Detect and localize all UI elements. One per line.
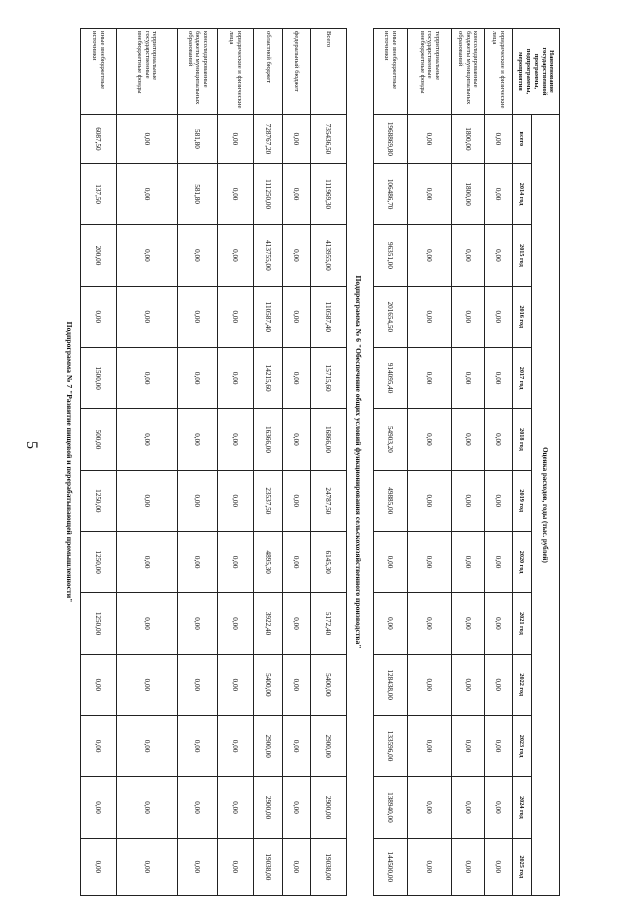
value-cell: 0,00 [374, 593, 408, 654]
value-cell: 0,00 [218, 163, 254, 224]
value-cell: 2900,00 [254, 777, 283, 838]
value-cell: 0,00 [218, 716, 254, 777]
header-year: 2014 год [513, 163, 532, 224]
value-cell: 0,00 [485, 286, 513, 347]
value-cell: 0,00 [408, 838, 452, 895]
subprogram-7-caption: Подпрограмма № 7 "Развитие пищевой и перерабатывающей промышленности" [65, 321, 74, 603]
value-cell: 0,00 [283, 409, 311, 470]
row-label: юридические и физические лица [485, 29, 513, 115]
value-cell: 14215,60 [254, 347, 283, 408]
value-cell: 0,00 [178, 654, 218, 715]
row-label: консолидированные бюджеты муниципальных образований [452, 29, 485, 115]
value-cell: 16366,00 [254, 409, 283, 470]
value-cell: 0,00 [485, 593, 513, 654]
table-row [81, 29, 117, 896]
row-label: территориальные государственные внебюджетные фонды [408, 29, 452, 115]
value-cell: 0,00 [117, 225, 178, 286]
value-cell: 0,00 [452, 470, 485, 531]
value-cell: 0,00 [178, 593, 218, 654]
value-cell: 0,00 [81, 838, 117, 895]
value-cell: 2900,00 [311, 716, 347, 777]
page-number: 5 [23, 441, 40, 449]
value-cell: 0,00 [117, 654, 178, 715]
value-cell: 0,00 [452, 286, 485, 347]
value-cell: 0,00 [408, 531, 452, 592]
value-cell: 0,00 [452, 409, 485, 470]
value-cell: 0,00 [218, 532, 254, 593]
subprogram-6-caption: Подпрограмма № 6 "Обеспечение общих условий функционирования сельскохозяйственного производства" [354, 275, 363, 649]
value-cell: 0,00 [283, 286, 311, 347]
value-cell: 110587,40 [311, 286, 347, 347]
value-cell: 0,00 [283, 114, 311, 163]
table-row [218, 29, 254, 896]
value-cell: 0,00 [117, 163, 178, 224]
value-cell: 1250,00 [81, 593, 117, 654]
value-cell: 0,00 [485, 531, 513, 592]
value-cell: 138940,00 [374, 777, 408, 838]
value-cell: 1800,00 [452, 114, 485, 163]
value-cell: 137,50 [81, 163, 117, 224]
value-cell: 128438,00 [374, 654, 408, 715]
table-row [485, 29, 513, 896]
value-cell: 0,00 [452, 593, 485, 654]
table-row [311, 29, 347, 896]
value-cell: 1800,00 [452, 163, 485, 224]
table-row [254, 29, 283, 896]
value-cell: 111250,00 [254, 163, 283, 224]
value-cell: 0,00 [485, 777, 513, 838]
subprogram-6-table [80, 28, 347, 896]
table-row [117, 29, 178, 896]
value-cell: 0,00 [218, 838, 254, 895]
expenses-table-top [373, 28, 560, 896]
value-cell: 0,00 [485, 409, 513, 470]
header-year: 2016 год [513, 286, 532, 347]
value-cell: 0,00 [178, 470, 218, 531]
value-cell: 0,00 [408, 654, 452, 715]
value-cell: 3922,40 [254, 593, 283, 654]
value-cell: 133596,00 [374, 715, 408, 776]
value-cell: 96351,00 [374, 225, 408, 286]
header-year: 2025 год [513, 838, 532, 895]
value-cell: 23537,50 [254, 470, 283, 531]
value-cell: 0,00 [408, 163, 452, 224]
value-cell: 19038,00 [254, 838, 283, 895]
value-cell: 735436,50 [311, 114, 347, 163]
value-cell: 0,00 [81, 654, 117, 715]
value-cell: 4895,30 [254, 532, 283, 593]
value-cell: 0,00 [178, 777, 218, 838]
value-cell: 0,00 [408, 470, 452, 531]
value-cell: 0,00 [485, 225, 513, 286]
value-cell: 2900,00 [254, 716, 283, 777]
value-cell: 0,00 [485, 715, 513, 776]
value-cell: 0,00 [117, 286, 178, 347]
value-cell: 200,00 [81, 225, 117, 286]
value-cell: 0,00 [408, 777, 452, 838]
value-cell: 914095,40 [374, 347, 408, 408]
value-cell: 0,00 [485, 163, 513, 224]
value-cell: 0,00 [218, 409, 254, 470]
value-cell: 0,00 [485, 347, 513, 408]
header-year: 2023 год [513, 715, 532, 776]
value-cell: 0,00 [374, 531, 408, 592]
header-year: 2015 год [513, 225, 532, 286]
value-cell: 110587,40 [254, 286, 283, 347]
value-cell: 0,00 [218, 286, 254, 347]
header-year: 2022 год [513, 654, 532, 715]
value-cell: 0,00 [117, 593, 178, 654]
header-name-column: Наименование государственной программы, подпрограммы, мероприятия [513, 29, 560, 115]
value-cell: 0,00 [218, 470, 254, 531]
row-label: федеральный бюджет [283, 29, 311, 115]
value-cell: 0,00 [485, 114, 513, 163]
value-cell: 0,00 [452, 777, 485, 838]
value-cell: 0,00 [178, 716, 218, 777]
value-cell: 0,00 [178, 286, 218, 347]
value-cell: 15715,60 [311, 347, 347, 408]
value-cell: 0,00 [117, 532, 178, 593]
value-cell: 0,00 [408, 286, 452, 347]
value-cell: 0,00 [485, 470, 513, 531]
value-cell: 111969,30 [311, 163, 347, 224]
value-cell: 0,00 [408, 225, 452, 286]
table-row [452, 29, 485, 896]
value-cell: 201654,50 [374, 286, 408, 347]
header-year: 2019 год [513, 470, 532, 531]
header-year: 2017 год [513, 347, 532, 408]
value-cell: 5172,40 [311, 593, 347, 654]
value-cell: 0,00 [283, 163, 311, 224]
value-cell: 1250,00 [81, 532, 117, 593]
value-cell: 0,00 [452, 225, 485, 286]
value-cell: 0,00 [218, 114, 254, 163]
value-cell: 0,00 [408, 593, 452, 654]
value-cell: 54903,20 [374, 409, 408, 470]
value-cell: 0,00 [283, 777, 311, 838]
value-cell: 0,00 [218, 654, 254, 715]
row-label: территориальные государственные внебюджетные фонды [117, 29, 178, 115]
value-cell: 0,00 [117, 409, 178, 470]
value-cell: 581,80 [178, 114, 218, 163]
value-cell: 0,00 [117, 716, 178, 777]
row-label: юридические и физические лица [218, 29, 254, 115]
value-cell: 0,00 [117, 114, 178, 163]
value-cell: 0,00 [178, 409, 218, 470]
value-cell: 0,00 [218, 593, 254, 654]
table-row [283, 29, 311, 896]
value-cell: 1250,00 [81, 470, 117, 531]
value-cell: 0,00 [452, 715, 485, 776]
value-cell: 6145,30 [311, 532, 347, 593]
row-label: иные внебюджетные источники [374, 29, 408, 115]
row-label: консолидированные бюджеты муниципальных образований [178, 29, 218, 115]
value-cell: 0,00 [283, 470, 311, 531]
value-cell: 0,00 [218, 225, 254, 286]
value-cell: 0,00 [452, 838, 485, 895]
row-label: областной бюджет [254, 29, 283, 115]
value-cell: 2900,00 [311, 777, 347, 838]
header-year: 2018 год [513, 409, 532, 470]
value-cell: 0,00 [117, 838, 178, 895]
table-row [374, 29, 408, 896]
value-cell: 0,00 [408, 409, 452, 470]
value-cell: 0,00 [117, 347, 178, 408]
value-cell: 413755,00 [254, 225, 283, 286]
value-cell: 0,00 [283, 532, 311, 593]
value-cell: 5400,00 [254, 654, 283, 715]
table-row [408, 29, 452, 896]
value-cell: 0,00 [283, 654, 311, 715]
value-cell: 6087,50 [81, 114, 117, 163]
value-cell: 49885,00 [374, 470, 408, 531]
value-cell: 16866,00 [311, 409, 347, 470]
header-total: всего [513, 114, 532, 163]
value-cell: 0,00 [283, 716, 311, 777]
value-cell: 0,00 [283, 838, 311, 895]
value-cell: 0,00 [178, 838, 218, 895]
value-cell: 144500,00 [374, 838, 408, 895]
header-estimate-title: Оценка расходов, годы (тыс. рублей) [532, 114, 560, 895]
value-cell: 0,00 [452, 531, 485, 592]
header-year: 2021 год [513, 593, 532, 654]
value-cell: 0,00 [178, 225, 218, 286]
value-cell: 0,00 [117, 777, 178, 838]
value-cell: 0,00 [218, 347, 254, 408]
value-cell: 413955,00 [311, 225, 347, 286]
value-cell: 0,00 [452, 347, 485, 408]
value-cell: 0,00 [408, 114, 452, 163]
value-cell: 106486,70 [374, 163, 408, 224]
header-year: 2024 год [513, 777, 532, 838]
rotated-page-content [65, 28, 560, 896]
value-cell: 728767,20 [254, 114, 283, 163]
table-row [178, 29, 218, 896]
value-cell: 0,00 [408, 715, 452, 776]
value-cell: 0,00 [452, 654, 485, 715]
value-cell: 1968869,80 [374, 114, 408, 163]
value-cell: 0,00 [81, 286, 117, 347]
row-label: иные внебюджетные источники [81, 29, 117, 115]
value-cell: 5400,00 [311, 654, 347, 715]
value-cell: 0,00 [178, 532, 218, 593]
value-cell: 19038,00 [311, 838, 347, 895]
value-cell: 0,00 [283, 593, 311, 654]
value-cell: 581,80 [178, 163, 218, 224]
value-cell: 0,00 [81, 777, 117, 838]
value-cell: 1500,00 [81, 347, 117, 408]
value-cell: 0,00 [178, 347, 218, 408]
header-year: 2020 год [513, 531, 532, 592]
value-cell: 0,00 [218, 777, 254, 838]
value-cell: 24787,50 [311, 470, 347, 531]
value-cell: 0,00 [283, 225, 311, 286]
value-cell: 500,00 [81, 409, 117, 470]
value-cell: 0,00 [117, 470, 178, 531]
value-cell: 0,00 [283, 347, 311, 408]
value-cell: 0,00 [485, 838, 513, 895]
value-cell: 0,00 [81, 716, 117, 777]
value-cell: 0,00 [408, 347, 452, 408]
value-cell: 0,00 [485, 654, 513, 715]
row-label: Всего [311, 29, 347, 115]
